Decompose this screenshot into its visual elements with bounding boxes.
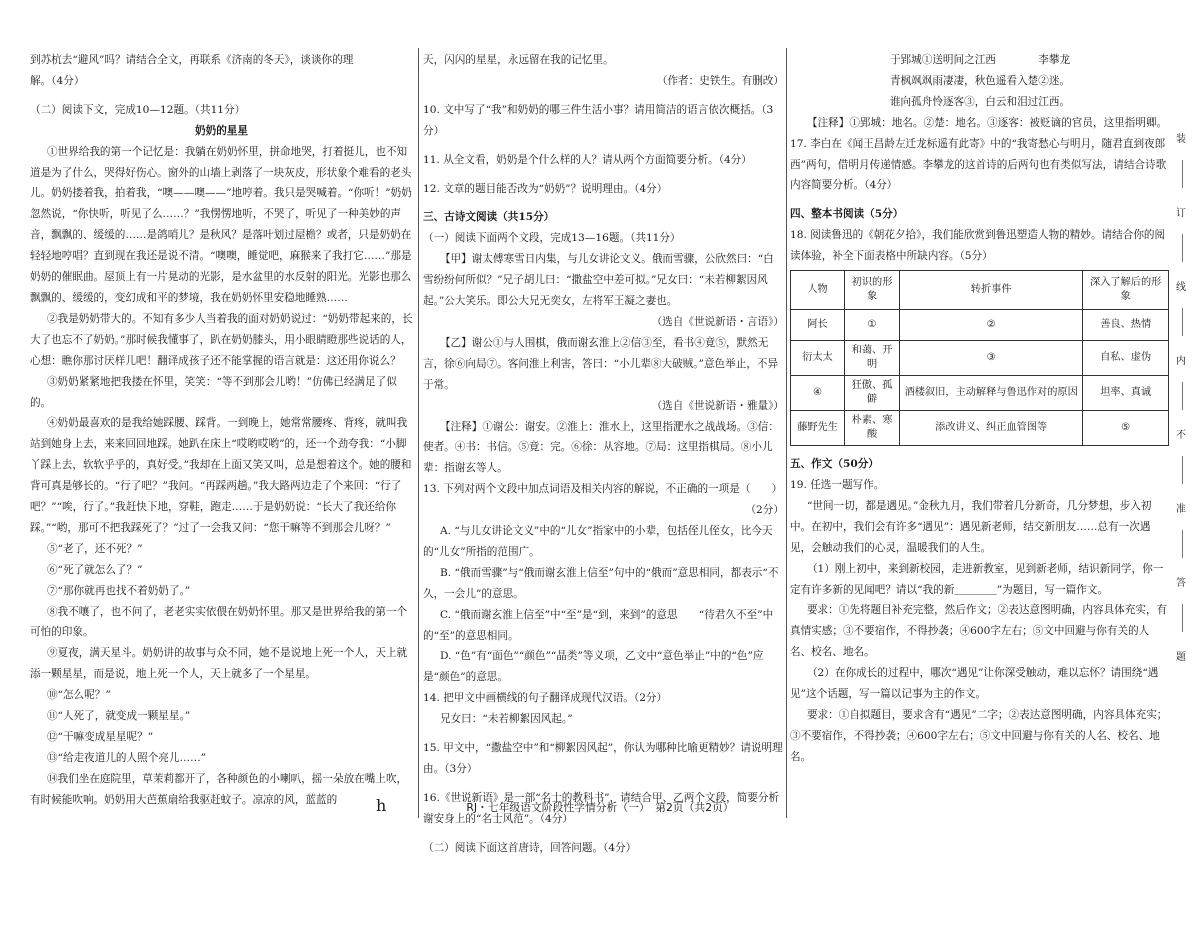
paragraph: 17. 李白在《闻王昌龄左迁龙标遥有此寄》中的“我寄愁心与明月，随君直到夜郎西”两句，借明月传递情感。李攀龙的这首诗的后两句也有类似写法，请结合诗歌内容简要分析。（4分） [790, 137, 1167, 192]
paragraph: D. “色”有“面色”“颜色”“晶类”等义项，乙文中“意色举止”中的“色”应是“颜色”的意思。 [423, 650, 764, 684]
paragraph: 天，闪闪的星星，永远留在我的记忆里。 [423, 54, 614, 66]
paragraph: 15. 甲文中，“撒盐空中”和“柳絮因风起”，你认为哪种比喻更精妙？请说明理由。（3分） [423, 742, 783, 775]
paragraph: 于郢城①送明间之江西 李攀龙 [889, 54, 1071, 66]
table-cell: 自私、虚伪 [1083, 341, 1169, 376]
paragraph: 要求：①先将题目补充完整，然后作文；②表达意图明确，内容具体充实，有真情实感；③不要宿作，不得抄袭；④600字左右；⑤文中回避与你有关的人名、校名、地名。 [790, 604, 1168, 659]
paragraph: （选自《世说新语・雅量》） [651, 399, 784, 412]
handwritten-mark: h [376, 796, 387, 815]
paragraph: 12. 文章的题目能否改为“奶奶”？说明理由。（4分） [423, 182, 668, 195]
paragraph: ⑤“老了，还不死？” [46, 542, 143, 555]
paragraph: ②我是奶奶带大的。不知有多少人当着我的面对奶奶说过：“奶奶带起来的，长大了也忘不了奶奶。”那时候我懂事了，趴在奶奶膝头，用小眼睛瞪那些说话的人，心想：瞧你那讨厌样儿吧！翻译成孩子还不能掌握的语言就是：这还用你说么？ [30, 312, 413, 367]
paragraph: ④奶奶最喜欢的是我给她踩腰、踩背。一到晚上，她常常腰疼、背疼，就叫我站到她身上去，来来回回地踩。她趴在床上“哎哟哎哟”的，还一个劲夸我：“小脚丫踩上去，软软乎乎的，真好受。”我却在上面又笑又叫，总是想着这个。她的腰和背可真是够长的。“行了吧？”我问。“再踩两趟。”我大路两边走了个来回：“行了吧？”“唉，行了。”我赶快下地，穿鞋，跑走……于是奶奶说：“长大了我还给你踩。”“哟，那可不把我踩死了？”过了一会我又问：“您干嘛等不到那会儿呀？” [30, 417, 412, 534]
paragraph: 到苏杭去“避风”吗？请结合全文，再联系《济南的冬天》，谈谈你的理 [30, 54, 354, 66]
paragraph: ⑩“怎么呢？” [46, 689, 111, 702]
paragraph: C. “俄而谢玄淮上信至”中“至”是“到，来到”的意思 “待君久不至”中的“至”的意思相同。 [423, 608, 774, 642]
paragraph: “世间一切，都是遇见。”金秋九月，我们带着几分新奇，几分梦想，步入初中。在初中，我们会有许多“遇见”：遇见新老师，结交新朋友……总有一次遇见，会触动我们的心灵，温暖我们的人生。 [790, 499, 1152, 554]
paragraph: ③奶奶紧紧地把我搂在怀里，笑笑：“等不到那会儿哟！”仿佛已经满足了似的。 [30, 375, 397, 409]
paragraph: （作者：史铁生。有删改） [656, 74, 784, 87]
paragraph: 16.《世说新语》是一部“名士的教科书”，请结合甲、乙两个文段，简要分析谢安身上的“名士风范”。（4分） [423, 791, 780, 825]
paragraph: （二）阅读下面这首唐诗，回答问题。（4分） [423, 841, 637, 854]
paragraph: ⑭我们坐在庭院里，草茉莉都开了，各种颜色的小喇叭，摇一朵放在嘴上吹，有时候能吹响。奶奶用大芭蕉扇给我驱赶蚊子。凉凉的风，蓝蓝的 [30, 772, 408, 806]
paragraph: 13. 下列对两个文段中加点词语及相关内容的解说，不正确的一项是（ ） [423, 483, 783, 496]
table-row [791, 310, 1169, 341]
paragraph: ⑦“那你就再也找不着奶奶了。” [46, 584, 191, 597]
paragraph: A. “与儿女讲论文义”中的“儿女”指家中的小辈，包括侄儿侄女，比今天的“儿女”所指的范围广。 [423, 525, 773, 558]
paragraph: 奶奶的星星 [195, 124, 248, 137]
paragraph: 【注释】①谢公：谢安。②淮上：淮水上，这里指淝水之战战场。③信：使者。④书：书信。⑤竟：完。⑥徐：从容地。⑦局：这里指棋局。⑧小儿辈：指谢玄等人。 [423, 420, 779, 475]
paragraph: 【注释】①郢城：地名。②楚：地名。③逐客：被贬谪的官员，这里指明卿。 [806, 116, 1168, 129]
composition-section [790, 454, 1170, 768]
table-cell: ② [899, 310, 1082, 341]
table-row [791, 341, 1169, 376]
table-header-cell: 人物 [791, 271, 845, 310]
paragraph: ⑥“死了就怎么了？” [46, 563, 143, 576]
table-cell: 阿长 [791, 310, 845, 341]
paragraph: ⑨夏夜，满天星斗。奶奶讲的故事与众不同，她不是说地上死一个人，天上就添一颗星星，而是说，地上死一个人，天上就多了一个星星。 [30, 647, 408, 681]
paragraph: （一）阅读下面两个文段，完成13—16题。（共11分） [423, 232, 681, 245]
paragraph: （二）阅读下文，完成10—12题。（共11分） [30, 103, 246, 116]
column-right [790, 50, 1170, 768]
table-cell: 添改讲义、纠正血管图等 [899, 411, 1082, 446]
paragraph: 要求：①自拟题目，要求含有“遇见”二字；②表达意图明确，内容具体充实；③不要宿作，不得抄袭；④600字左右；⑤文中回避与你有关的人名、校名、地名。 [790, 708, 1168, 763]
paragraph: （2分） [745, 504, 784, 517]
paragraph: （2）在你成长的过程中，哪次“遇见”让你深受触动，难以忘怀？请围绕“遇见”这个话题，写一篇以记事为主的作文。 [790, 667, 1159, 701]
binding-mark: 答 [1176, 578, 1186, 589]
binding-margin [1176, 130, 1192, 730]
binding-mark: 不 [1176, 430, 1186, 441]
column-divider [786, 48, 787, 818]
column-middle [423, 50, 784, 859]
paragraph: （1）刚上初中，来到新校园，走进新教室，见到新老师，结识新同学，你一定有许多新的见闻吧？请以“我的新＿＿＿＿”为题目，写一篇作文。 [790, 562, 1164, 596]
table-cell: 善良、热情 [1083, 310, 1169, 341]
binding-dash [1182, 308, 1184, 336]
binding-dash [1182, 604, 1184, 632]
paragraph: ⑫“干嘛变成星星呢？” [46, 731, 154, 743]
paragraph: 解。（4分） [30, 74, 85, 87]
table-header-cell: 初识的形象 [845, 271, 900, 310]
paragraph: 三、古诗文阅读（共15分） [423, 211, 555, 224]
paragraph: 【乙】谢公①与人围棋，俄而谢玄淮上②信③至，看书④竟⑤，默然无言，徐⑥向局⑦。客问淮上利害，答曰：“小儿辈⑧大破贼。”意色举止，不异于常。 [423, 336, 779, 391]
paragraph: ①世界给我的第一个记忆是：我躺在奶奶怀里，拼命地哭，打着挺儿，也不知道是为了什么，哭得好伤心。窗外的山墙上剥落了一块灰皮，形状象个难看的老头儿。奶奶搂着我，拍着我，“噢——噢——”地哼着。我只是哭喊着。“你听！”奶奶忽然说，“你快听，听见了么……？”我愣愣地听，不哭了，听见了一种美妙的声音，飘飘的、缓缓的……是鸽哨儿？是秋风？是落叶划过屋檐？或者，只是奶奶在轻轻地哼唱？直到现在我还是说不清。“噢噢，睡觉吧，麻猴来了我打它……”那是奶奶的催眠曲。屋顶上有一片晃动的光影，是水盆里的水反射的阳光。光影也那么飘飘的、缓缓的，变幻成和平的梦境，我在奶奶怀里安稳地睡熟…… [30, 145, 412, 304]
binding-dash [1182, 382, 1184, 410]
table-cell: 衍太太 [791, 341, 845, 376]
paragraph: 11. 从全文看，奶奶是个什么样的人？请从两个方面简要分析。（4分） [423, 153, 752, 166]
paragraph: 【甲】谢太傅寒雪日内集，与儿女讲论文义。俄而雪骤，公欣然曰：“白雪纷纷何所似？”兄子胡儿曰：“撒盐空中差可拟。”兄女曰：“未若柳絮因风起。”公大笑乐。即公大兄无奕女，左将军王凝之妻也。 [423, 253, 774, 308]
table-row [791, 376, 1169, 411]
paragraph: ⑧我不嚷了，也不问了，老老实实依偎在奶奶怀里。那又是世界给我的第一个可怕的印象。 [30, 605, 408, 639]
paragraph: 14. 把甲文中画横线的句子翻译成现代汉语。（2分） [423, 692, 668, 705]
paragraph: 谁向孤舟怜逐客③，白云和泪过江西。 [889, 95, 1071, 108]
table-cell: 和蔼、开明 [845, 341, 900, 376]
binding-mark: 准 [1176, 504, 1186, 515]
binding-dash [1182, 530, 1184, 558]
table-cell: 藤野先生 [791, 411, 845, 446]
table-cell: ⑤ [1083, 411, 1169, 446]
page-footer: RJ・七年级语文阶段性学情分析（一） 第2页（共2页） [466, 801, 734, 814]
binding-dash [1182, 234, 1184, 262]
paragraph: （选自《世说新语・言语》） [651, 315, 784, 328]
table-cell: ③ [899, 341, 1082, 376]
table-header-cell: 深入了解后的形象 [1083, 271, 1169, 310]
paragraph: 青枫飒飒雨凄凄，秋色遥看入楚②迷。 [889, 74, 1071, 87]
binding-dash [1182, 456, 1184, 484]
column-divider [418, 48, 419, 818]
paragraph: 兄女曰：“未若柳絮因风起。” [439, 713, 573, 726]
table-header-row [791, 271, 1169, 310]
table-cell: 坦率、真诚 [1083, 376, 1169, 411]
paragraph: ⑪“人死了，就变成一颗星星。” [46, 710, 191, 723]
table-cell: ④ [791, 376, 845, 411]
table-cell: ① [845, 310, 900, 341]
table-row [791, 411, 1169, 446]
table-body [791, 310, 1169, 446]
table-cell: 酒楼叙旧，主动解释与鲁迅作对的原因 [899, 376, 1082, 411]
paragraph: 四、整本书阅读（5分） [790, 208, 904, 221]
column-left [30, 50, 413, 811]
paragraph: 五、作文（50分） [790, 458, 879, 471]
book-reading-table [790, 270, 1169, 446]
binding-dash [1182, 160, 1184, 188]
paragraph: ⑬“给走夜道儿的人照个亮儿……” [46, 751, 207, 764]
binding-mark: 订 [1176, 208, 1186, 219]
binding-mark: 题 [1176, 652, 1186, 663]
table-cell: 狂傲、孤僻 [845, 376, 900, 411]
table-header-cell: 转折事件 [899, 271, 1082, 310]
paragraph: 10. 文中写了“我”和奶奶的哪三件生活小事？请用简洁的语言依次概括。（3分） [423, 103, 774, 137]
paragraph: B. “俄而雪骤”与“俄而谢玄淮上信至”句中的“俄而”意思相同，都表示“不久，一会儿”的意思。 [423, 566, 779, 600]
binding-mark: 装 [1176, 134, 1186, 145]
poem-section [790, 50, 1170, 267]
binding-mark: 内 [1176, 356, 1186, 367]
paragraph: 19. 任选一题写作。 [790, 478, 885, 491]
binding-mark: 线 [1176, 282, 1186, 293]
paragraph: 18. 阅读鲁迅的《朝花夕拾》，我们能欣赏到鲁迅塑造人物的精妙。请结合你的阅读体验，补全下面表格中所缺内容。（5分） [790, 229, 1166, 263]
table-cell: 朴素、寒酸 [845, 411, 900, 446]
